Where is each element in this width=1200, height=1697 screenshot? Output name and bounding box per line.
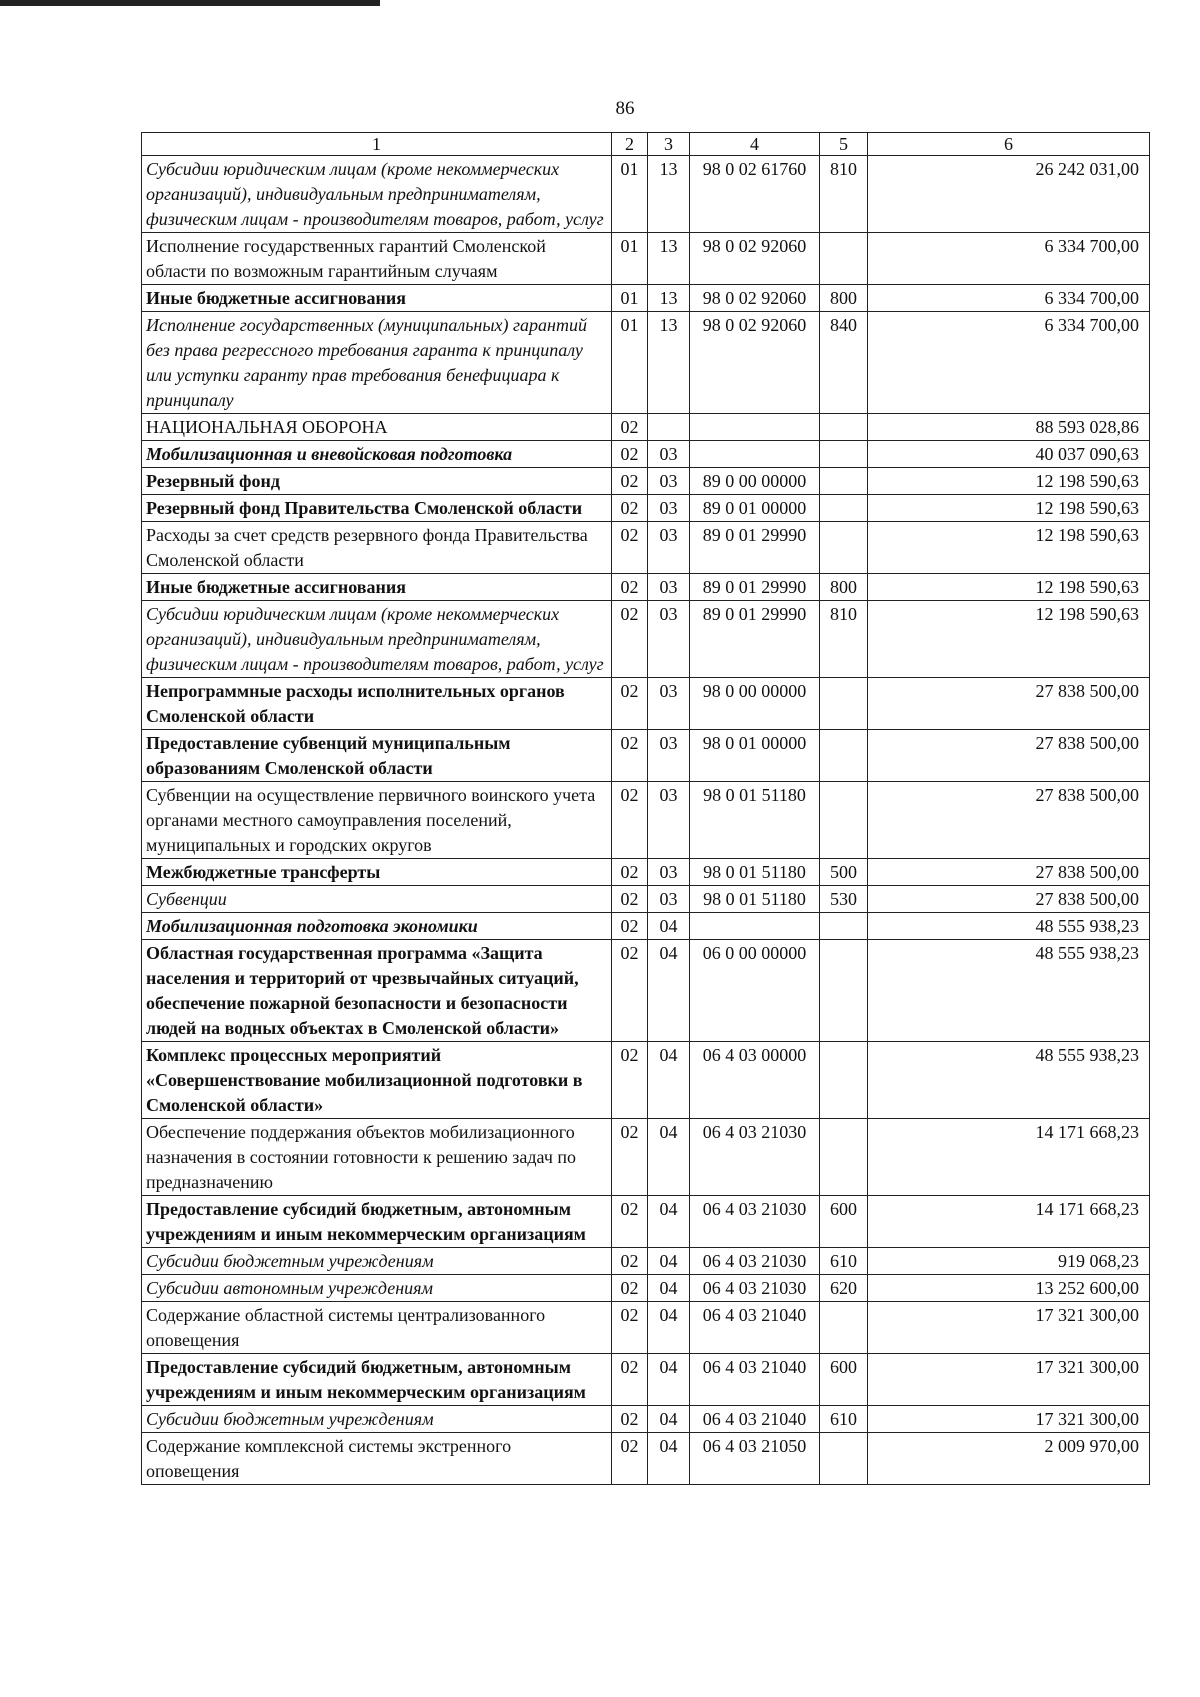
row-name: Предоставление субсидий бюджетным, автономным учреждениям и иным некоммерческим организациям bbox=[142, 1196, 612, 1248]
table-row bbox=[142, 1433, 1150, 1485]
row-subsection: 03 bbox=[648, 601, 690, 678]
row-subsection: 04 bbox=[648, 1354, 690, 1406]
row-expense-type bbox=[820, 522, 868, 574]
table-row bbox=[142, 678, 1150, 730]
row-name: Субсидии бюджетным учреждениям bbox=[142, 1406, 612, 1433]
row-subsection: 04 bbox=[648, 1433, 690, 1485]
row-name: Непрограммные расходы исполнительных органов Смоленской области bbox=[142, 678, 612, 730]
row-name: Субсидии юридическим лицам (кроме некоммерческих организаций), индивидуальным предпринимателям, физическим лицам - производителям товаров, работ, услуг bbox=[142, 156, 612, 233]
row-expense-type: 600 bbox=[820, 1354, 868, 1406]
row-section: 02 bbox=[612, 730, 648, 782]
row-expense-type bbox=[820, 1042, 868, 1119]
row-subsection: 04 bbox=[648, 1406, 690, 1433]
row-subsection: 03 bbox=[648, 782, 690, 859]
row-expense-type bbox=[820, 1119, 868, 1196]
row-subsection: 04 bbox=[648, 1119, 690, 1196]
row-name: Субсидии бюджетным учреждениям bbox=[142, 1248, 612, 1275]
table-row bbox=[142, 1302, 1150, 1354]
row-section: 02 bbox=[612, 1406, 648, 1433]
row-section: 02 bbox=[612, 468, 648, 495]
header-col-3: 3 bbox=[648, 133, 690, 156]
row-amount: 14 171 668,23 bbox=[868, 1196, 1150, 1248]
row-amount: 6 334 700,00 bbox=[868, 285, 1150, 312]
row-section: 02 bbox=[612, 414, 648, 441]
table-row bbox=[142, 574, 1150, 601]
row-amount: 12 198 590,63 bbox=[868, 522, 1150, 574]
row-subsection: 03 bbox=[648, 468, 690, 495]
row-target-article: 98 0 01 00000 bbox=[690, 730, 820, 782]
row-section: 02 bbox=[612, 1354, 648, 1406]
table-row bbox=[142, 913, 1150, 940]
row-name: Областная государственная программа «Защита населения и территорий от чрезвычайных ситуаций, обеспечение пожарной безопасности и безопасности людей на водных объектах в Смоленской области» bbox=[142, 940, 612, 1042]
page-number: 86 bbox=[615, 98, 635, 119]
row-amount: 48 555 938,23 bbox=[868, 1042, 1150, 1119]
row-amount: 26 242 031,00 bbox=[868, 156, 1150, 233]
row-expense-type bbox=[820, 1302, 868, 1354]
row-subsection: 04 bbox=[648, 940, 690, 1042]
table-row bbox=[142, 312, 1150, 414]
row-amount: 27 838 500,00 bbox=[868, 782, 1150, 859]
row-expense-type: 800 bbox=[820, 285, 868, 312]
row-amount: 6 334 700,00 bbox=[868, 312, 1150, 414]
row-subsection: 04 bbox=[648, 1196, 690, 1248]
row-expense-type bbox=[820, 1433, 868, 1485]
row-section: 02 bbox=[612, 678, 648, 730]
row-amount: 48 555 938,23 bbox=[868, 913, 1150, 940]
table-row bbox=[142, 1042, 1150, 1119]
row-amount: 17 321 300,00 bbox=[868, 1354, 1150, 1406]
row-target-article bbox=[690, 441, 820, 468]
row-section: 01 bbox=[612, 156, 648, 233]
row-target-article: 06 4 03 21050 bbox=[690, 1433, 820, 1485]
row-section: 02 bbox=[612, 1119, 648, 1196]
row-amount: 48 555 938,23 bbox=[868, 940, 1150, 1042]
row-amount: 17 321 300,00 bbox=[868, 1406, 1150, 1433]
row-target-article: 06 4 03 21030 bbox=[690, 1275, 820, 1302]
table-row bbox=[142, 1248, 1150, 1275]
row-expense-type bbox=[820, 678, 868, 730]
row-target-article: 06 0 00 00000 bbox=[690, 940, 820, 1042]
row-amount: 12 198 590,63 bbox=[868, 468, 1150, 495]
row-target-article: 89 0 01 29990 bbox=[690, 574, 820, 601]
row-subsection bbox=[648, 414, 690, 441]
row-subsection: 13 bbox=[648, 233, 690, 285]
row-section: 02 bbox=[612, 574, 648, 601]
row-name: Предоставление субвенций муниципальным образованиям Смоленской области bbox=[142, 730, 612, 782]
row-expense-type bbox=[820, 233, 868, 285]
row-amount: 27 838 500,00 bbox=[868, 730, 1150, 782]
table-row bbox=[142, 940, 1150, 1042]
row-section: 02 bbox=[612, 859, 648, 886]
row-expense-type bbox=[820, 913, 868, 940]
row-subsection: 03 bbox=[648, 522, 690, 574]
row-target-article: 06 4 03 21030 bbox=[690, 1248, 820, 1275]
row-section: 01 bbox=[612, 285, 648, 312]
table-row bbox=[142, 495, 1150, 522]
row-name: Субсидии юридическим лицам (кроме некоммерческих организаций), индивидуальным предпринимателям, физическим лицам - производителям товаров, работ, услуг bbox=[142, 601, 612, 678]
row-expense-type: 620 bbox=[820, 1275, 868, 1302]
row-section: 02 bbox=[612, 782, 648, 859]
row-name: Обеспечение поддержания объектов мобилизационного назначения в состоянии готовности к решению задач по предназначению bbox=[142, 1119, 612, 1196]
row-amount: 2 009 970,00 bbox=[868, 1433, 1150, 1485]
table-row bbox=[142, 468, 1150, 495]
row-name: Субвенции bbox=[142, 886, 612, 913]
row-name: Расходы за счет средств резервного фонда Правительства Смоленской области bbox=[142, 522, 612, 574]
row-subsection: 03 bbox=[648, 441, 690, 468]
row-subsection: 03 bbox=[648, 574, 690, 601]
row-subsection: 13 bbox=[648, 312, 690, 414]
row-subsection: 03 bbox=[648, 730, 690, 782]
row-amount: 919 068,23 bbox=[868, 1248, 1150, 1275]
table-row bbox=[142, 233, 1150, 285]
row-expense-type: 810 bbox=[820, 156, 868, 233]
row-name: НАЦИОНАЛЬНАЯ ОБОРОНА bbox=[142, 414, 612, 441]
row-expense-type: 610 bbox=[820, 1406, 868, 1433]
row-expense-type bbox=[820, 414, 868, 441]
row-target-article: 98 0 02 92060 bbox=[690, 285, 820, 312]
row-expense-type bbox=[820, 441, 868, 468]
row-target-article: 98 0 00 00000 bbox=[690, 678, 820, 730]
header-row bbox=[142, 133, 1150, 156]
row-name: Иные бюджетные ассигнования bbox=[142, 574, 612, 601]
scan-edge-line bbox=[0, 0, 380, 6]
row-section: 02 bbox=[612, 522, 648, 574]
row-section: 02 bbox=[612, 1433, 648, 1485]
row-section: 02 bbox=[612, 1275, 648, 1302]
header-col-1: 1 bbox=[142, 133, 612, 156]
table-row bbox=[142, 859, 1150, 886]
row-target-article: 89 0 01 29990 bbox=[690, 522, 820, 574]
row-name: Комплекс процессных мероприятий «Совершенствование мобилизационной подготовки в Смоленской области» bbox=[142, 1042, 612, 1119]
row-target-article: 06 4 03 21030 bbox=[690, 1119, 820, 1196]
header-col-2: 2 bbox=[612, 133, 648, 156]
row-target-article: 98 0 02 61760 bbox=[690, 156, 820, 233]
row-name: Резервный фонд bbox=[142, 468, 612, 495]
row-name: Мобилизационная подготовка экономики bbox=[142, 913, 612, 940]
table-row bbox=[142, 156, 1150, 233]
table-row bbox=[142, 730, 1150, 782]
row-amount: 6 334 700,00 bbox=[868, 233, 1150, 285]
row-section: 02 bbox=[612, 441, 648, 468]
row-expense-type: 840 bbox=[820, 312, 868, 414]
row-section: 02 bbox=[612, 1248, 648, 1275]
table-row bbox=[142, 522, 1150, 574]
row-subsection: 03 bbox=[648, 678, 690, 730]
table-row bbox=[142, 1354, 1150, 1406]
table-row bbox=[142, 782, 1150, 859]
row-subsection: 03 bbox=[648, 495, 690, 522]
row-target-article bbox=[690, 414, 820, 441]
row-subsection: 04 bbox=[648, 1275, 690, 1302]
row-amount: 27 838 500,00 bbox=[868, 886, 1150, 913]
row-name: Субсидии автономным учреждениям bbox=[142, 1275, 612, 1302]
row-name: Содержание комплексной системы экстренного оповещения bbox=[142, 1433, 612, 1485]
row-section: 02 bbox=[612, 940, 648, 1042]
row-expense-type: 610 bbox=[820, 1248, 868, 1275]
row-name: Иные бюджетные ассигнования bbox=[142, 285, 612, 312]
row-name: Межбюджетные трансферты bbox=[142, 859, 612, 886]
row-subsection: 04 bbox=[648, 1042, 690, 1119]
row-subsection: 04 bbox=[648, 1248, 690, 1275]
table-row bbox=[142, 886, 1150, 913]
table-row bbox=[142, 1119, 1150, 1196]
row-target-article: 98 0 02 92060 bbox=[690, 233, 820, 285]
row-target-article: 98 0 02 92060 bbox=[690, 312, 820, 414]
row-expense-type: 600 bbox=[820, 1196, 868, 1248]
row-section: 01 bbox=[612, 312, 648, 414]
table-row bbox=[142, 441, 1150, 468]
row-amount: 27 838 500,00 bbox=[868, 678, 1150, 730]
row-target-article: 98 0 01 51180 bbox=[690, 859, 820, 886]
row-name: Исполнение государственных гарантий Смоленской области по возможным гарантийным случаям bbox=[142, 233, 612, 285]
row-name: Субвенции на осуществление первичного воинского учета органами местного самоуправления поселений, муниципальных и городских округов bbox=[142, 782, 612, 859]
row-amount: 17 321 300,00 bbox=[868, 1302, 1150, 1354]
row-section: 02 bbox=[612, 495, 648, 522]
header-col-6: 6 bbox=[868, 133, 1150, 156]
row-target-article: 06 4 03 21030 bbox=[690, 1196, 820, 1248]
row-amount: 14 171 668,23 bbox=[868, 1119, 1150, 1196]
budget-table bbox=[141, 132, 1150, 1485]
table-row bbox=[142, 1406, 1150, 1433]
table-row bbox=[142, 414, 1150, 441]
row-subsection: 04 bbox=[648, 913, 690, 940]
row-target-article: 89 0 01 00000 bbox=[690, 495, 820, 522]
row-amount: 27 838 500,00 bbox=[868, 859, 1150, 886]
row-target-article: 06 4 03 21040 bbox=[690, 1354, 820, 1406]
header-col-4: 4 bbox=[690, 133, 820, 156]
row-subsection: 03 bbox=[648, 886, 690, 913]
row-name: Предоставление субсидий бюджетным, автономным учреждениям и иным некоммерческим организациям bbox=[142, 1354, 612, 1406]
row-subsection: 04 bbox=[648, 1302, 690, 1354]
row-expense-type: 530 bbox=[820, 886, 868, 913]
row-target-article: 89 0 00 00000 bbox=[690, 468, 820, 495]
row-amount: 88 593 028,86 bbox=[868, 414, 1150, 441]
row-section: 02 bbox=[612, 601, 648, 678]
row-amount: 40 037 090,63 bbox=[868, 441, 1150, 468]
row-target-article: 98 0 01 51180 bbox=[690, 782, 820, 859]
row-section: 01 bbox=[612, 233, 648, 285]
row-section: 02 bbox=[612, 1196, 648, 1248]
row-amount: 12 198 590,63 bbox=[868, 574, 1150, 601]
row-target-article bbox=[690, 913, 820, 940]
row-target-article: 06 4 03 21040 bbox=[690, 1302, 820, 1354]
row-expense-type bbox=[820, 782, 868, 859]
row-subsection: 13 bbox=[648, 156, 690, 233]
row-target-article: 89 0 01 29990 bbox=[690, 601, 820, 678]
row-expense-type bbox=[820, 940, 868, 1042]
row-name: Резервный фонд Правительства Смоленской области bbox=[142, 495, 612, 522]
row-expense-type bbox=[820, 468, 868, 495]
row-subsection: 03 bbox=[648, 859, 690, 886]
row-amount: 13 252 600,00 bbox=[868, 1275, 1150, 1302]
row-amount: 12 198 590,63 bbox=[868, 601, 1150, 678]
table-row bbox=[142, 285, 1150, 312]
row-subsection: 13 bbox=[648, 285, 690, 312]
row-name: Содержание областной системы централизованного оповещения bbox=[142, 1302, 612, 1354]
row-name: Исполнение государственных (муниципальных) гарантий без права регрессного требования гаранта к принципалу или уступки гаранту прав требования бенефициара к принципалу bbox=[142, 312, 612, 414]
row-section: 02 bbox=[612, 1302, 648, 1354]
row-expense-type bbox=[820, 495, 868, 522]
row-expense-type: 800 bbox=[820, 574, 868, 601]
row-section: 02 bbox=[612, 886, 648, 913]
row-target-article: 98 0 01 51180 bbox=[690, 886, 820, 913]
row-name: Мобилизационная и вневойсковая подготовка bbox=[142, 441, 612, 468]
row-expense-type bbox=[820, 730, 868, 782]
table-row bbox=[142, 601, 1150, 678]
row-expense-type: 500 bbox=[820, 859, 868, 886]
table-row bbox=[142, 1275, 1150, 1302]
row-section: 02 bbox=[612, 1042, 648, 1119]
row-expense-type: 810 bbox=[820, 601, 868, 678]
header-col-5: 5 bbox=[820, 133, 868, 156]
row-target-article: 06 4 03 21040 bbox=[690, 1406, 820, 1433]
row-amount: 12 198 590,63 bbox=[868, 495, 1150, 522]
row-section: 02 bbox=[612, 913, 648, 940]
row-target-article: 06 4 03 00000 bbox=[690, 1042, 820, 1119]
table-row bbox=[142, 1196, 1150, 1248]
